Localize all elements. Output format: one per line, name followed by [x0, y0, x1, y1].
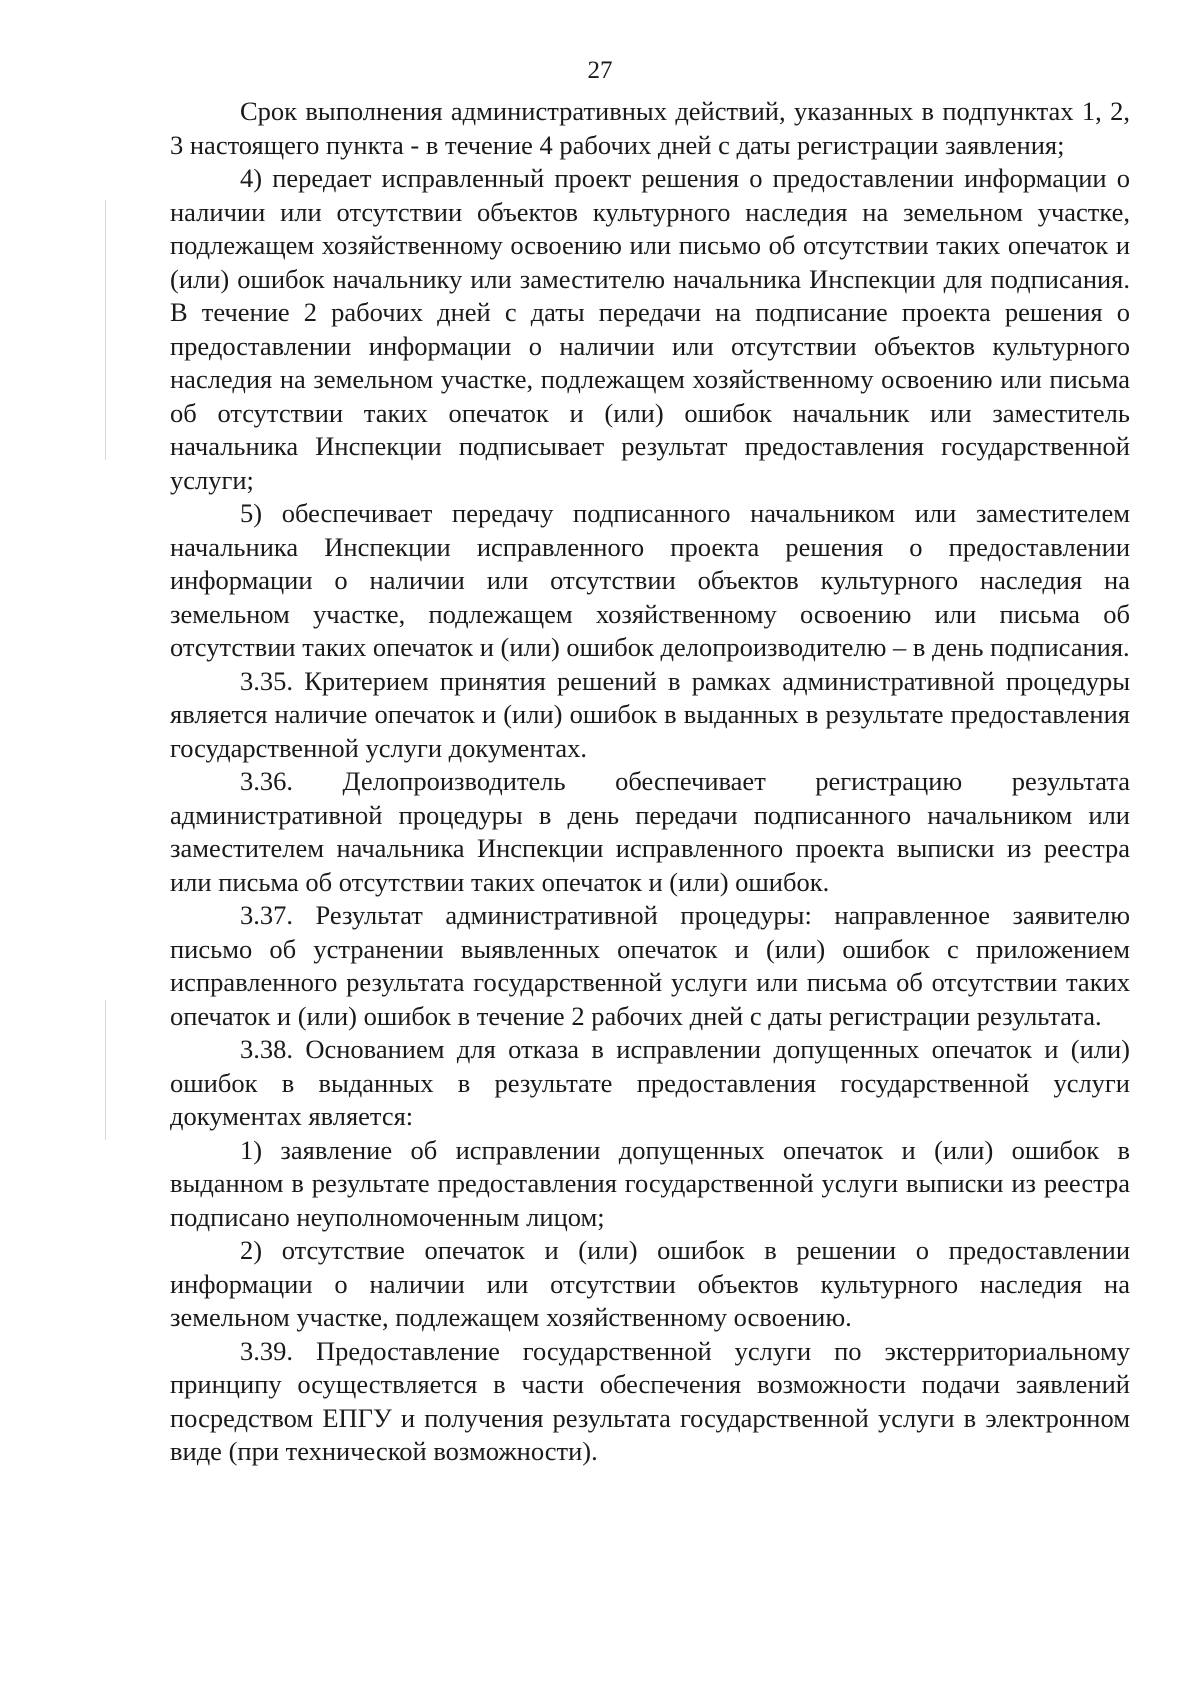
paragraph-3-38-item-2: 2) отсутствие опечаток и (или) ошибок в решении о предоставлении информации о наличии или отсутствии объектов культурного наследия на земельном участке, подлежащем хозяйственному освоению. [170, 1235, 1130, 1332]
paragraph-deadline: Срок выполнения административных действий, указанных в подпунктах 1, 2, 3 настоящего пункта - в течение 4 рабочих дней с даты регистрации заявления; [170, 96, 1130, 160]
paragraph-3-37: 3.37. Результат административной процедуры: направленное заявителю письмо об устранении выявленных опечаток и (или) ошибок с приложением исправленного результата государственной услуги или письма об отсутствии таких опечаток и (или) ошибок в течение 2 рабочих дней с даты регистрации результата. [170, 900, 1130, 1031]
document-body [170, 95, 1130, 1469]
scan-margin-shadow [105, 1000, 106, 1140]
paragraph-3-36: 3.36. Делопроизводитель обеспечивает регистрацию результата административной процедуры в день передачи подписанного начальником или заместителем начальника Инспекции исправленного проекта выписки из реестра или письма об отсутствии таких опечаток и (или) ошибок. [170, 766, 1130, 897]
paragraph-3-38: 3.38. Основанием для отказа в исправлении допущенных опечаток и (или) ошибок в выданных в результате предоставления государственной услуги документах является: [170, 1034, 1130, 1131]
scan-margin-shadow [105, 200, 106, 460]
paragraph-3-38-item-1: 1) заявление об исправлении допущенных опечаток и (или) ошибок в выданном в результате предоставления государственной услуги выписки из реестра подписано неуполномоченным лицом; [170, 1134, 1130, 1232]
paragraph-item-4: 4) передает исправленный проект решения о предоставлении информации о наличии или отсутствии объектов культурного наследия на земельном участке, подлежащем хозяйственному освоению или письмо об отсутствии таких опечаток и (или) ошибок начальнику или заместителю начальника Инспекции для подписания. В течение 2 рабочих дней с даты передачи на подписание проекта решения о предоставлении информации о наличии или отсутствии объектов культурного наследия на земельном участке, подлежащем хозяйственному освоению или письма об отсутствии таких опечаток и (или) ошибок начальник или заместитель начальника Инспекции подписывает результат предоставления государственной услуги; [170, 163, 1130, 495]
paragraph-item-5: 5) обеспечивает передачу подписанного начальником или заместителем начальника Инспекции исправленного проекта решения о предоставлении информации о наличии или отсутствии объектов культурного наследия на земельном участке, подлежащем хозяйственному освоению или письма об отсутствии таких опечаток и (или) ошибок делопроизводителю – в день подписания. [170, 498, 1130, 662]
paragraph-3-39: 3.39. Предоставление государственной услуги по экстерриториальному принципу осуществляется в части обеспечения возможности подачи заявлений посредством ЕПГУ и получения результата государственной услуги в электронном виде (при технической возможности). [170, 1335, 1130, 1466]
paragraph-3-35: 3.35. Критерием принятия решений в рамках административной процедуры является наличие опечаток и (или) ошибок в выданных в результате предоставления государственной услуги документах. [170, 665, 1130, 763]
page-number: 27 [587, 57, 613, 84]
